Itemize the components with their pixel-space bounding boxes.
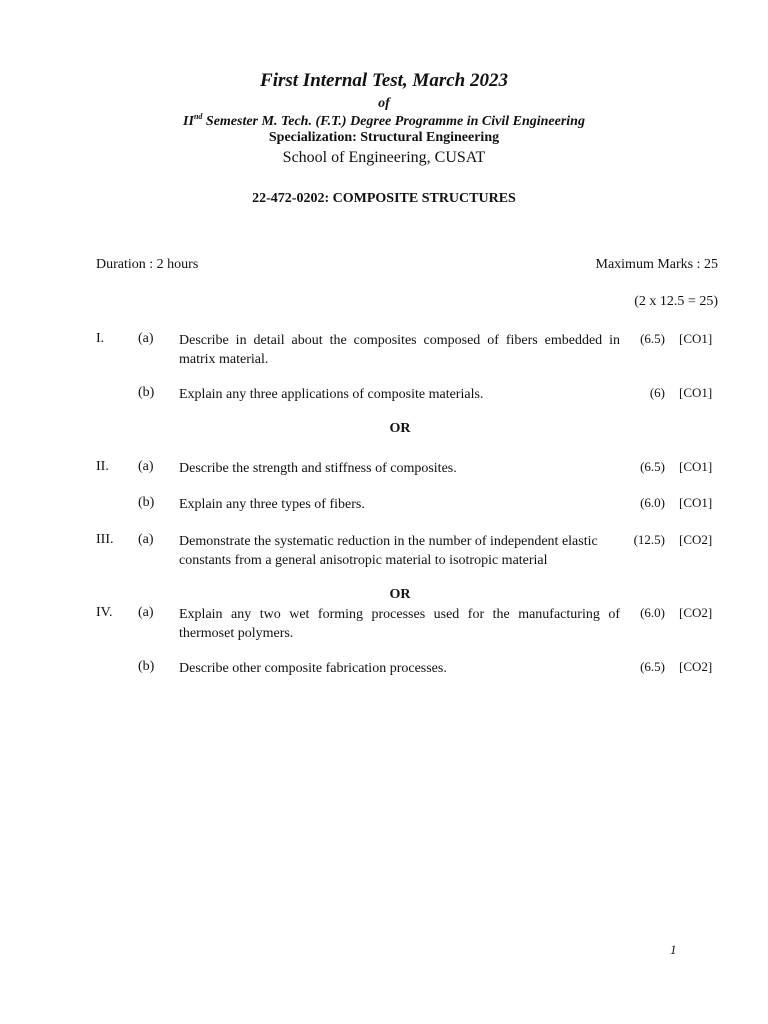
course-outcome: [CO2] xyxy=(679,532,713,547)
sub-question-label: (a) xyxy=(138,532,154,547)
question-number: IV. xyxy=(96,605,113,620)
question-text: Demonstrate the systematic reduction in the number of independent elastic constants from a general anisotropic material to isotropic material xyxy=(179,534,598,568)
sub-question-label: (b) xyxy=(138,659,155,674)
course-outcome: [CO1] xyxy=(679,331,713,346)
course-outcome: [CO1] xyxy=(679,459,713,474)
programme-line: IInd Semester M. Tech. (F.T.) Degree Programme in Civil Engineering xyxy=(183,112,585,129)
question-text: Describe in detail about the composites composed of fibers embedded in matrix material. xyxy=(179,333,620,367)
question-text: Describe the strength and stiffness of composites. xyxy=(179,461,457,476)
question-marks: (6.0) xyxy=(640,495,665,510)
course-title: 22-472-0202: COMPOSITE STRUCTURES xyxy=(252,191,516,206)
or-separator: OR xyxy=(389,587,411,602)
specialization: Specialization: Structural Engineering xyxy=(268,130,500,145)
course-outcome: [CO1] xyxy=(679,495,713,510)
question-marks: (6.5) xyxy=(640,459,665,474)
question-text: Describe other composite fabrication processes. xyxy=(179,661,447,676)
max-marks: Maximum Marks : 25 xyxy=(595,257,718,272)
question-marks: (12.5) xyxy=(633,532,665,547)
course-outcome: [CO2] xyxy=(679,659,713,674)
question-text: Explain any two wet forming processes used for the manufacturing of thermoset polymers. xyxy=(179,607,620,641)
or-separator: OR xyxy=(389,421,411,436)
sub-question-label: (a) xyxy=(138,331,154,346)
question-number: II. xyxy=(96,459,109,474)
question-marks: (6.5) xyxy=(640,659,665,674)
sub-question-label: (b) xyxy=(138,495,155,510)
question-marks: (6) xyxy=(649,385,665,400)
question-marks: (6.0) xyxy=(640,605,665,620)
question-text: Explain any three applications of composite materials. xyxy=(179,387,484,402)
question-marks: (6.5) xyxy=(640,331,665,346)
page-number: 1 xyxy=(670,942,677,957)
course-outcome: [CO2] xyxy=(679,605,713,620)
school-name: School of Engineering, CUSAT xyxy=(282,149,486,166)
sub-question-label: (b) xyxy=(138,385,155,400)
question-text: Explain any three types of fibers. xyxy=(179,497,365,512)
question-number: I. xyxy=(96,331,105,346)
question-number: III. xyxy=(96,532,114,547)
of-line: of xyxy=(378,96,390,111)
course-outcome: [CO1] xyxy=(679,385,713,400)
exam-title: First Internal Test, March 2023 xyxy=(260,70,508,91)
sub-question-label: (a) xyxy=(138,459,154,474)
marks-scheme: (2 x 12.5 = 25) xyxy=(634,294,718,309)
sub-question-label: (a) xyxy=(138,605,154,620)
duration: Duration : 2 hours xyxy=(96,257,199,272)
